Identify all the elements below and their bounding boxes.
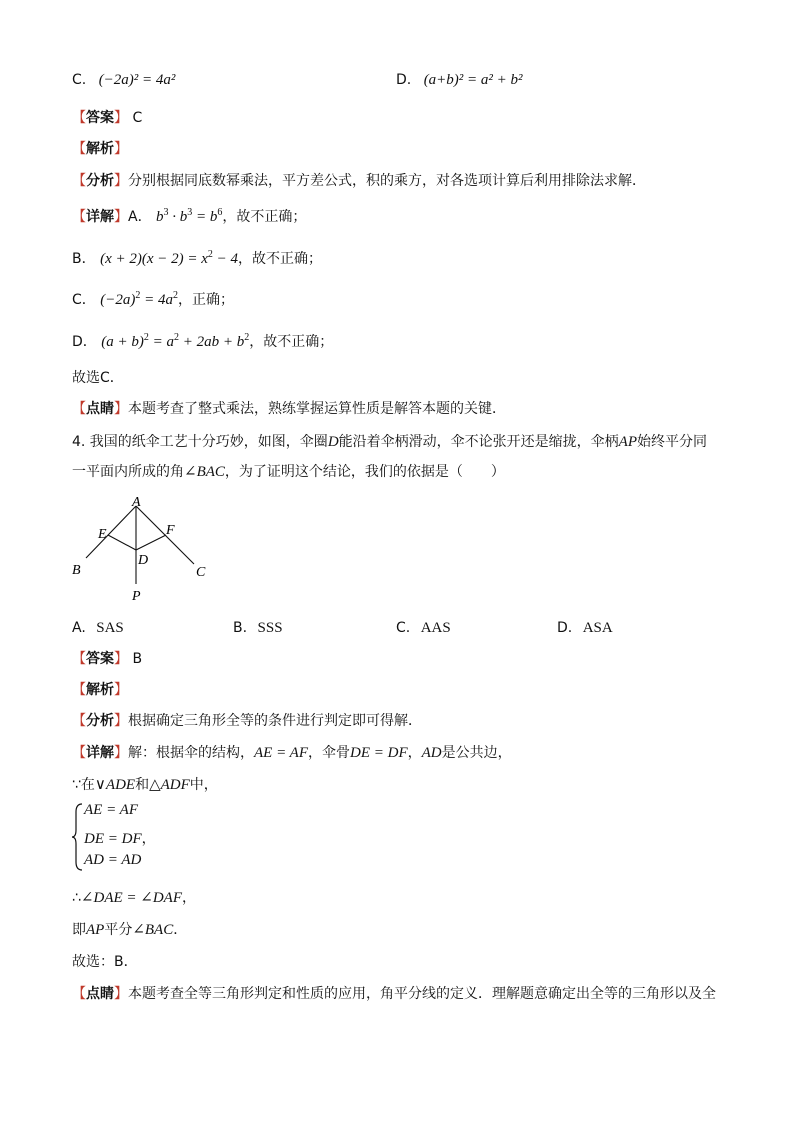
detail-b-suffix: ，故不正确； <box>238 251 323 267</box>
q4-answer-value: B <box>132 651 143 667</box>
q4-line1-ap: AP <box>618 434 637 450</box>
q4-line2-post: ，为了证明这个结论，我们的依据是（ ） <box>224 464 505 480</box>
q4-p1-c: ， <box>407 745 422 761</box>
q3-option-c <box>72 70 175 90</box>
q3-fenxi: 【分析】分别根据同底数幂乘法，平方差公式，积的乘方，对各选项计算后利用排除法求解． <box>72 173 646 189</box>
q4-answer: 【答案】 B <box>72 651 143 667</box>
q4-detail-p1: 【详解】解：根据伞的结构，AE = AF，伞骨DE = DF，AD是公共边， <box>72 745 512 761</box>
q4-stem-line1 <box>72 432 707 452</box>
left-brace-icon <box>72 802 84 872</box>
option-d-expr: (a+b)² = a² + b² <box>423 72 523 88</box>
q3-detail-b <box>72 249 322 269</box>
q4-option-c-label: C. <box>396 620 411 636</box>
q4-option-d-label: D. <box>557 620 573 636</box>
q4-option-a-label: A. <box>72 620 86 636</box>
q4-p3-b: ， <box>182 890 196 906</box>
q3-answer: 【答案】 C <box>72 110 143 126</box>
system-eq-2-comma: ， <box>141 831 156 847</box>
segment-ed <box>108 535 136 550</box>
segment-fd <box>136 535 166 550</box>
q4-option-a-text: SAS <box>96 620 124 636</box>
jiexi-tag: 解析 <box>86 141 114 157</box>
q3-option-d <box>396 70 523 90</box>
q4-line1-mid: 能沿着伞柄滑动，伞不论张开还是缩拢，伞柄 <box>338 434 619 450</box>
label-a: A <box>132 495 141 510</box>
q4-p4-ap: AP <box>86 922 105 938</box>
detail-b-prefix: B． <box>72 251 96 267</box>
q3-detail-a: 【详解】A． $b^3 \cdot b^3 = b^6$，故不正确； <box>72 207 307 225</box>
q4-p4-angle: ∠BAC <box>132 922 174 938</box>
q4-option-a <box>72 618 124 638</box>
detail-c-suffix: ，正确； <box>177 292 234 308</box>
detail-b-expr: $(x + 2)(x - 2) = x^2 - 4$ <box>100 249 239 267</box>
q4-p2-t1: ∨ADE <box>94 777 136 793</box>
q4-option-d <box>557 618 613 638</box>
q4-fenxi-text: 根据确定三角形全等的条件进行判定即可得解． <box>128 713 422 729</box>
q3-conclusion: 故选C． <box>72 370 124 386</box>
q4-jiexi-tag: 解析 <box>86 682 114 698</box>
label-f: F <box>166 523 175 538</box>
umbrella-figure <box>66 492 226 612</box>
q4-option-d-text: ASA <box>582 620 613 636</box>
q4-p1-de: DE = DF <box>350 745 408 761</box>
detail-d-expr: $(a + b)^2 = a^2 + 2ab + b^2$ <box>101 332 250 350</box>
q4-option-b-label: B. <box>233 620 248 636</box>
q4-answer-tag: 答案 <box>86 651 114 667</box>
q3-jiexi: 【解析】 <box>72 141 128 157</box>
q3-detail-c <box>72 290 234 310</box>
q4-detail-p3 <box>72 888 196 908</box>
detail-a-suffix: ，故不正确； <box>222 209 307 225</box>
fenxi-text: 分别根据同底数幂乘法，平方差公式，积的乘方，对各选项计算后利用排除法求解． <box>128 173 646 189</box>
q4-p3-eq: ∠DAE = ∠DAF <box>80 890 182 906</box>
q3-detail-d <box>72 332 333 352</box>
detail-c-prefix: C． <box>72 292 96 308</box>
system-eq-1: AE = AF <box>84 802 139 818</box>
q4-p1-ad: AD <box>421 745 442 761</box>
segment-ab <box>86 506 136 558</box>
q4-option-b-text: SSS <box>257 620 283 636</box>
q4-option-c-text: AAS <box>420 620 451 636</box>
label-b: B <box>72 563 81 578</box>
label-d: D <box>138 553 149 568</box>
detail-c-expr: $(-2a)^2 = 4a^2$ <box>100 290 178 308</box>
q4-conclusion: 故选：B． <box>72 954 138 970</box>
detail-a-prefix: A． <box>128 209 152 225</box>
option-c-label: C. <box>72 72 87 88</box>
q4-jiexi: 【解析】 <box>72 682 128 698</box>
q3-dianjing: 【点睛】本题考查了整式乘法，熟练掌握运算性质是解答本题的关键． <box>72 401 506 417</box>
system-eq-2-text: DE = DF <box>84 831 142 847</box>
system-eq-3: AD = AD <box>84 852 142 868</box>
q4-dianjing: 【点睛】本题考查全等三角形判定和性质的应用，角平分线的定义．理解题意确定出全等的三角形以及全 <box>72 986 716 1002</box>
answer-tag: 答案 <box>86 110 114 126</box>
q4-p1-ae: AE = AF <box>254 745 309 761</box>
q4-line1-pre: 4. 我国的纸伞工艺十分巧妙，如图，伞圈 <box>72 434 328 450</box>
q4-option-c <box>396 618 451 638</box>
q4-p4-b: 平分 <box>104 922 133 938</box>
q4-detail-p2 <box>72 775 218 795</box>
label-c: C <box>196 565 206 580</box>
detail-a-expr: $b^3 \cdot b^3 = b^6$ <box>156 207 223 225</box>
option-c-expr: (−2a)² = 4a² <box>98 72 176 88</box>
label-e: E <box>98 527 107 542</box>
q4-dianjing-text: 本题考查全等三角形判定和性质的应用，角平分线的定义．理解题意确定出全等的三角形以及全 <box>128 986 716 1002</box>
option-d-label: D. <box>396 72 412 88</box>
q4-p3-a: ∴ <box>72 890 81 906</box>
answer-value: C <box>132 110 143 126</box>
system-eq-2 <box>84 828 156 848</box>
q4-p2-c: 中， <box>189 777 218 793</box>
q4-line2-angle: ∠BAC <box>184 464 225 480</box>
q4-line2-pre: 一平面内所成的角 <box>72 464 184 480</box>
q4-option-b <box>233 618 283 638</box>
label-p: P <box>132 589 141 604</box>
detail-d-suffix: ，故不正确； <box>249 334 334 350</box>
q4-detail-p4 <box>72 920 187 940</box>
q4-fenxi-tag: 分析 <box>86 713 114 729</box>
q4-detail-tag: 详解 <box>86 745 114 761</box>
q4-fenxi: 【分析】根据确定三角形全等的条件进行判定即可得解． <box>72 713 422 729</box>
detail-d-prefix: D． <box>72 334 97 350</box>
detail-tag: 详解 <box>86 209 114 225</box>
dianjing-text: 本题考查了整式乘法，熟练掌握运算性质是解答本题的关键． <box>128 401 506 417</box>
q4-p1-b: ，伞骨 <box>308 745 351 761</box>
q4-line1-d: D <box>327 434 339 450</box>
q4-p1-a: 解：根据伞的结构， <box>128 745 254 761</box>
q4-p4-a: 即 <box>72 922 86 938</box>
q4-p2-t2: △ADF <box>149 777 190 793</box>
q4-p2-a: ∵在 <box>72 777 95 793</box>
q4-stem-line2 <box>72 462 505 482</box>
q4-p1-d: 是公共边， <box>441 745 512 761</box>
q4-line1-post: 始终平分同 <box>636 434 707 450</box>
dianjing-tag: 点睛 <box>86 401 114 417</box>
fenxi-tag: 分析 <box>86 173 114 189</box>
q4-p2-b: 和 <box>135 777 150 793</box>
q4-p4-c: ． <box>173 922 188 938</box>
q4-dianjing-tag: 点睛 <box>86 986 114 1002</box>
